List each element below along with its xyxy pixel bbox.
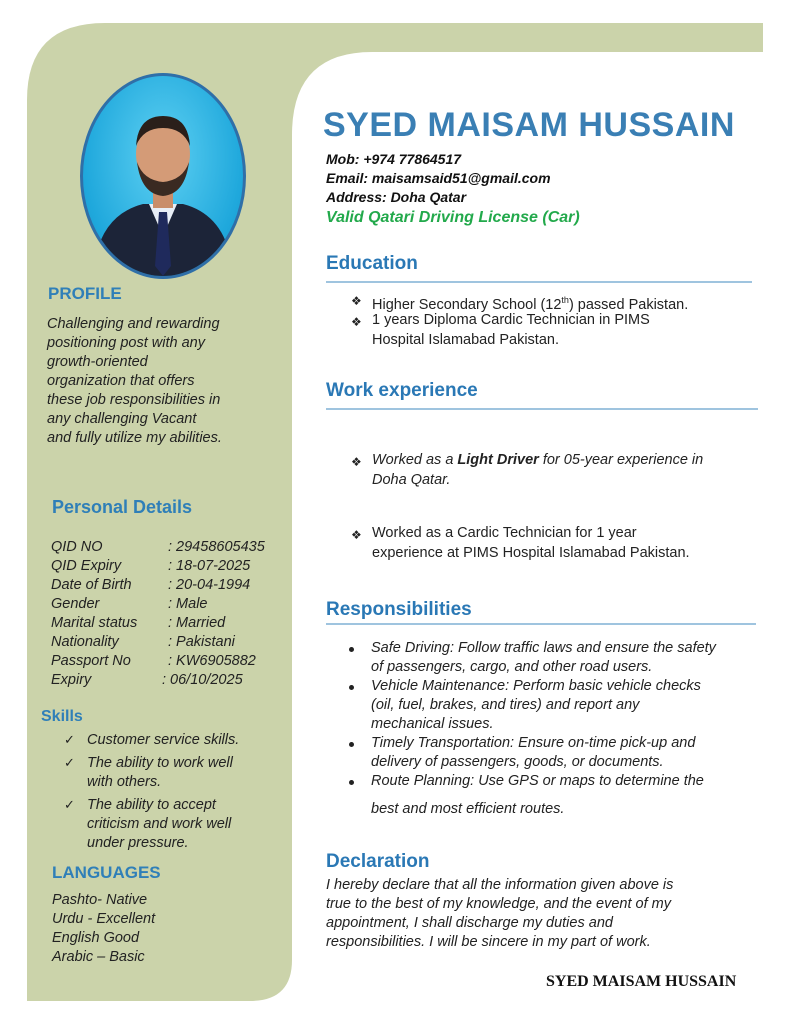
diamond-bullet-icon: ❖	[351, 315, 362, 329]
skill-item: Customer service skills.	[87, 732, 240, 748]
work-item-1: Worked as a Light Driver for 05-year experience in Doha Qatar.	[372, 452, 704, 488]
diamond-bullet-icon: ❖	[351, 528, 362, 542]
skill-item: The ability to accept criticism and work well under pressure.	[87, 796, 232, 851]
profile-line: any challenging Vacant	[47, 411, 197, 427]
responsibility-continuation: best and most efficient routes.	[371, 801, 565, 817]
checkmark-icon: ✓	[64, 796, 75, 812]
language-line: Pashto- Native	[52, 892, 148, 908]
profile-line: Challenging and rewarding	[47, 316, 220, 332]
responsibility-item: Timely Transportation: Ensure on-time pick-up and delivery of passengers, goods, or documents.	[371, 735, 696, 770]
bullet-icon	[349, 780, 354, 785]
work-item-2-line: experience at PIMS Hospital Islamabad Pakistan.	[372, 544, 690, 561]
work-item-2	[372, 524, 690, 563]
profile-line: growth-oriented	[47, 354, 148, 370]
checkmark-icon: ✓	[64, 754, 75, 770]
declaration-line: I hereby declare that all the information given above is	[326, 877, 674, 893]
signature-name: SYED MAISAM HUSSAIN	[546, 973, 737, 990]
diamond-bullet-icon: ❖	[351, 294, 362, 308]
education-item-2-line: Hospital Islamabad Pakistan.	[372, 331, 559, 348]
personal-detail-value: : Male	[168, 596, 208, 612]
mobile-number: Mob: +974 77864517	[326, 151, 462, 167]
bullet-icon	[349, 742, 354, 747]
declaration-text	[326, 876, 673, 952]
skill-item: The ability to work well with others.	[87, 754, 233, 790]
education-rule	[326, 281, 752, 283]
personal-detail-label: QID NO	[51, 539, 103, 555]
personal-detail-value: : 06/10/2025	[162, 672, 243, 688]
work-experience-heading: Work experience	[326, 380, 478, 401]
language-line: Urdu - Excellent	[52, 911, 156, 927]
declaration-line: appointment, I shall discharge my duties and	[326, 915, 613, 931]
profile-line: and fully utilize my abilities.	[47, 430, 222, 446]
responsibilities-heading: Responsibilities	[326, 599, 472, 620]
personal-detail-value: : KW6905882	[168, 653, 256, 669]
languages-heading: LANGUAGES	[52, 863, 161, 882]
declaration-heading: Declaration	[326, 851, 430, 872]
personal-detail-label: Gender	[51, 596, 100, 612]
profile-text	[47, 315, 222, 448]
candidate-name: SYED MAISAM HUSSAIN	[323, 106, 735, 144]
skills-heading: Skills	[41, 708, 83, 725]
personal-detail-value: : 20-04-1994	[168, 577, 251, 593]
diamond-bullet-icon: ❖	[351, 455, 362, 469]
personal-detail-value: : Pakistani	[168, 634, 235, 650]
work-item-2-line: Worked as a Cardic Technician for 1 year	[372, 525, 637, 541]
profile-photo	[80, 73, 246, 279]
personal-detail-label: Expiry	[51, 672, 92, 688]
profile-line: positioning post with any	[47, 335, 205, 351]
education-heading: Education	[326, 253, 418, 274]
work-rule	[326, 408, 758, 410]
languages-list	[52, 891, 155, 967]
responsibility-item: Safe Driving: Follow traffic laws and ensure the safety of passengers, cargo, and other road users.	[371, 640, 716, 675]
bullet-icon	[349, 647, 354, 652]
responsibility-item: Vehicle Maintenance: Perform basic vehicle checks (oil, fuel, brakes, and tires) and report any mechanical issues.	[371, 678, 701, 732]
personal-detail-label: Passport No	[51, 653, 131, 669]
personal-detail-label: Marital status	[51, 615, 138, 631]
declaration-line: true to the best of my knowledge, and the event of my	[326, 896, 671, 912]
personal-details-heading: Personal Details	[52, 497, 193, 517]
driving-license: Valid Qatari Driving License (Car)	[326, 209, 580, 226]
declaration-line: responsibilities. I will be sincere in my part of work.	[326, 934, 651, 950]
education-item-1: Higher Secondary School (12th) passed Pakistan.	[372, 295, 689, 313]
bullet-icon	[349, 685, 354, 690]
personal-detail-label: QID Expiry	[51, 558, 122, 574]
personal-detail-value: : Married	[168, 615, 226, 631]
responsibilities-rule	[326, 623, 756, 625]
profile-heading: PROFILE	[48, 284, 122, 303]
profile-line: these job responsibilities in	[47, 392, 221, 408]
email-address: Email: maisamsaid51@gmail.com	[326, 170, 551, 186]
education-item-2	[372, 311, 650, 350]
personal-detail-value: : 18-07-2025	[168, 558, 251, 574]
checkmark-icon: ✓	[64, 732, 75, 747]
responsibility-item: Route Planning: Use GPS or maps to determine the	[371, 773, 704, 789]
education-item-2-line: 1 years Diploma Cardic Technician in PIMS	[372, 312, 650, 328]
language-line: English Good	[52, 930, 140, 946]
personal-detail-label: Date of Birth	[51, 577, 132, 593]
personal-detail-value: : 29458605435	[168, 539, 265, 555]
language-line: Arabic – Basic	[52, 949, 145, 965]
personal-detail-label: Nationality	[51, 634, 119, 650]
address: Address: Doha Qatar	[326, 189, 467, 205]
profile-line: organization that offers	[47, 373, 195, 389]
